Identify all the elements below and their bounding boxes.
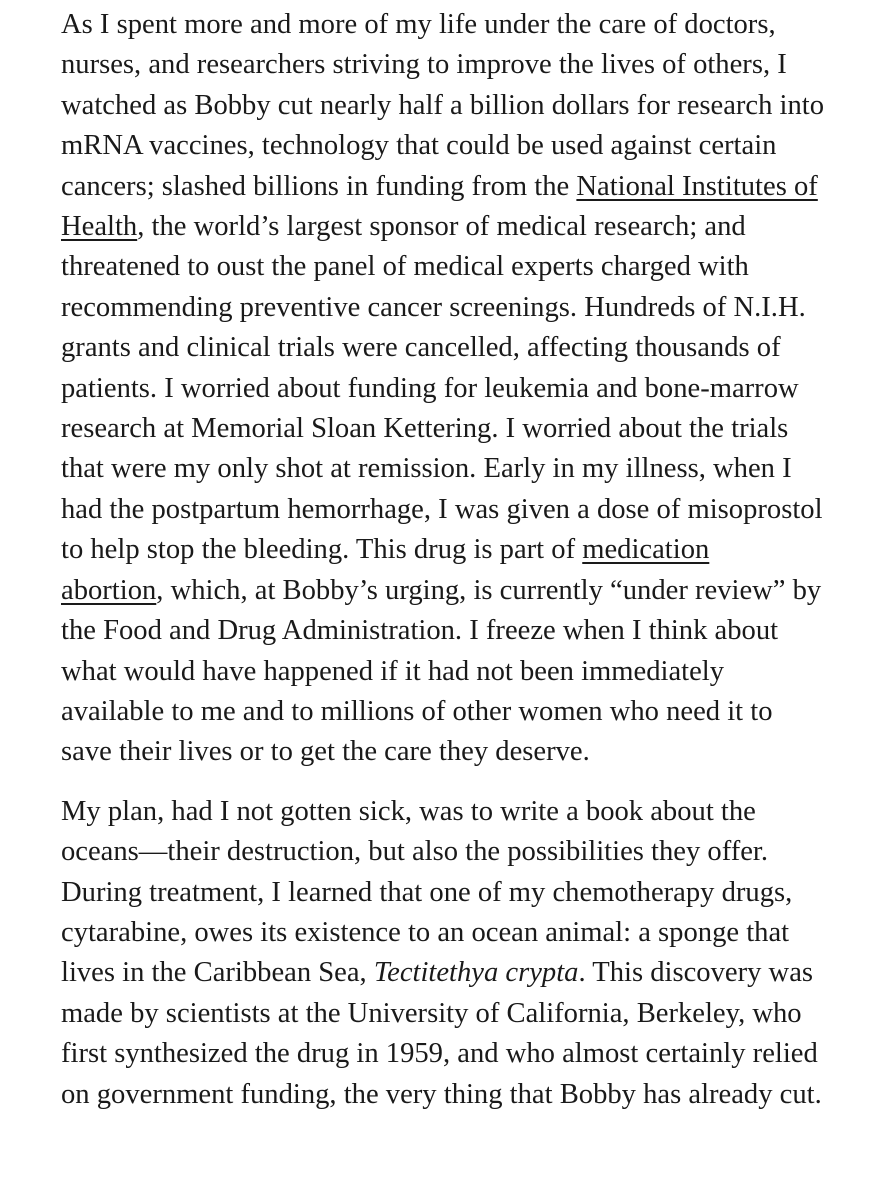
text-line: cytarabine, owes its existence to an ocean animal: a sponge that <box>61 916 790 948</box>
medication-abortion-link-continued[interactable]: abortion <box>61 574 157 606</box>
species-name: Tectitethya crypta <box>373 957 579 989</box>
text-segment: . This discovery was <box>578 957 814 989</box>
text-line <box>61 530 845 570</box>
text-segment: to help stop the bleeding. This drug is part of <box>61 534 583 566</box>
text-line <box>61 571 845 611</box>
paragraph-nih-cuts <box>61 5 845 773</box>
text-line: on government funding, the very thing that Bobby has already cut. <box>61 1078 822 1110</box>
text-line: oceans—their destruction, but also the possibilities they offer. <box>61 836 769 868</box>
text-line: grants and clinical trials were cancelled, affecting thousands of <box>61 332 781 364</box>
text-line <box>61 953 845 993</box>
nih-link-continued[interactable]: Health <box>61 211 138 243</box>
text-segment: lives in the Caribbean Sea, <box>61 957 374 989</box>
text-line: nurses, and researchers striving to improve the lives of others, I <box>61 49 787 81</box>
medication-abortion-link[interactable]: medication <box>582 534 710 566</box>
nih-link[interactable]: National Institutes of <box>576 170 818 202</box>
text-line: My plan, had I not gotten sick, was to write a book about the <box>61 795 756 827</box>
text-segment: cancers; slashed billions in funding from the <box>61 170 577 202</box>
text-segment: , the world’s largest sponsor of medical research; and <box>137 211 746 243</box>
text-line: the Food and Drug Administration. I freeze when I think about <box>61 615 779 647</box>
text-line: As I spent more and more of my life under the care of doctors, <box>61 9 776 40</box>
text-line: research at Memorial Sloan Kettering. I worried about the trials <box>61 413 789 445</box>
text-line: threatened to oust the panel of medical experts charged with <box>61 251 749 283</box>
text-segment: , which, at Bobby’s urging, is currently “under review” by <box>156 574 822 606</box>
text-line: save their lives or to get the care they deserve. <box>61 736 590 768</box>
text-line: During treatment, I learned that one of my chemotherapy drugs, <box>61 876 793 908</box>
text-line: that were my only shot at remission. Early in my illness, when I <box>61 453 792 485</box>
text-line: had the postpartum hemorrhage, I was given a dose of misoprostol <box>61 493 823 525</box>
text-line: patients. I worried about funding for leukemia and bone-marrow <box>61 372 799 404</box>
paragraph-ocean-sponge <box>61 792 845 1115</box>
text-line: what would have happened if it had not been immediately <box>61 655 725 687</box>
text-line <box>61 167 845 207</box>
text-line: recommending preventive cancer screenings. Hundreds of N.I.H. <box>61 291 806 323</box>
text-line: mRNA vaccines, technology that could be used against certain <box>61 130 777 162</box>
text-line: made by scientists at the University of California, Berkeley, who <box>61 997 802 1029</box>
text-line <box>61 207 845 247</box>
text-line: watched as Bobby cut nearly half a billion dollars for research into <box>61 89 825 121</box>
text-line: available to me and to millions of other women who need it to <box>61 695 773 727</box>
text-line: first synthesized the drug in 1959, and who almost certainly relied <box>61 1038 818 1070</box>
